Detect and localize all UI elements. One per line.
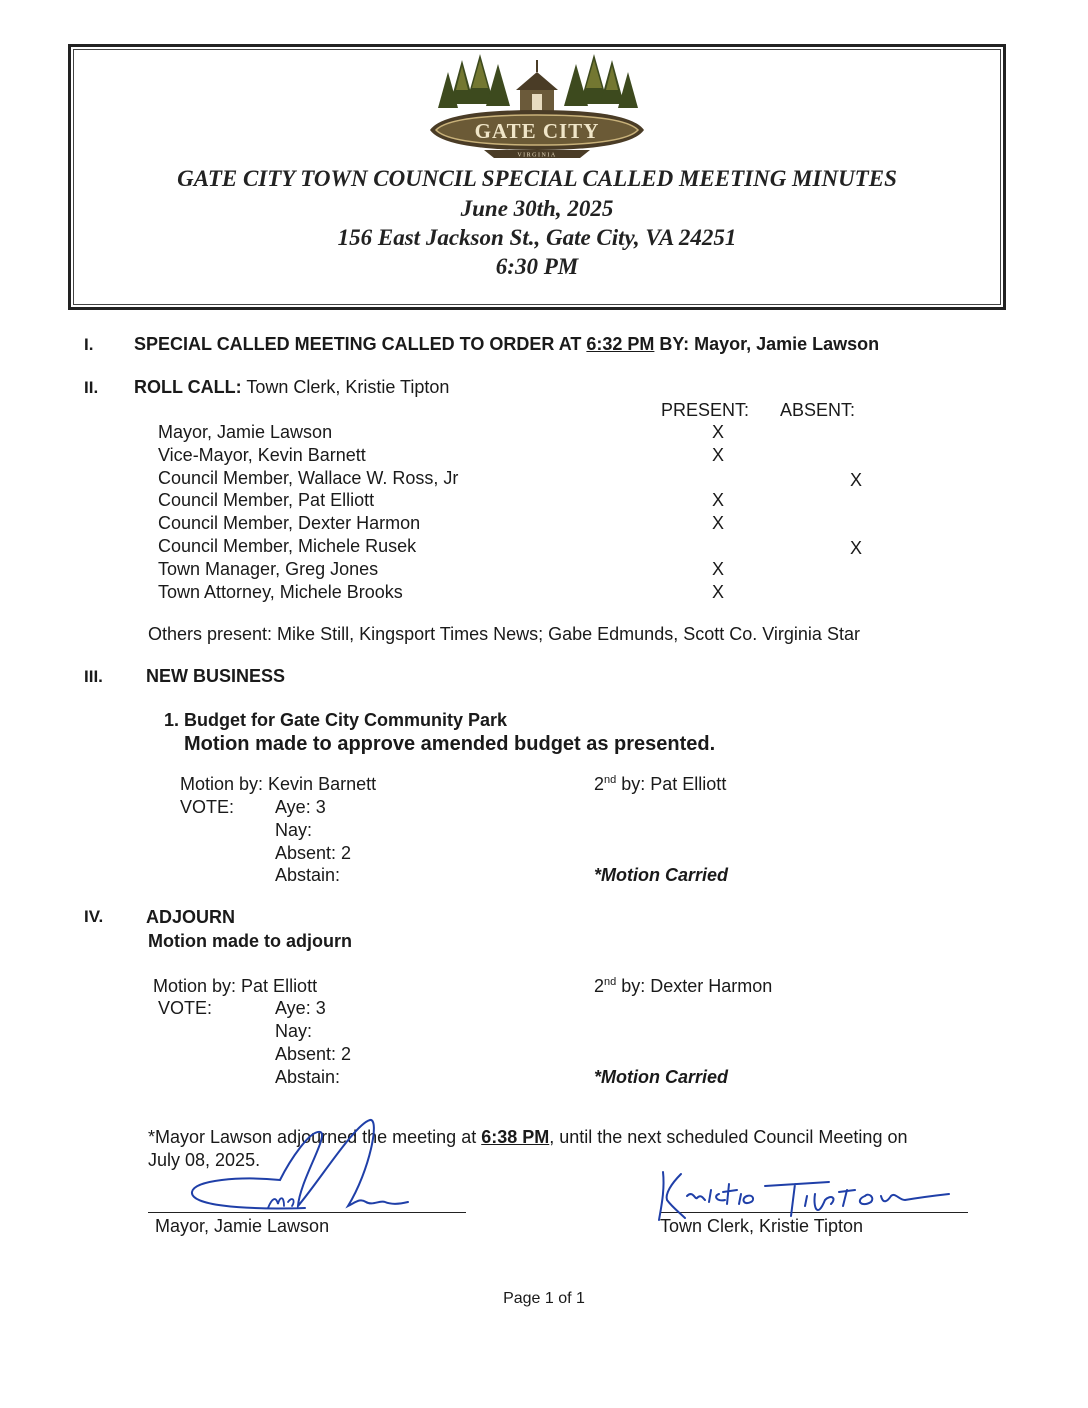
section-3-numeral: III. xyxy=(84,667,103,686)
adjourn-second-ordinal-suffix: nd xyxy=(604,976,617,988)
roll-call-present-mark: X xyxy=(711,422,724,442)
others-present: Others present: Mike Still, Kingsport Times News; Gabe Edmunds, Scott Co. Virginia Star xyxy=(148,624,860,644)
roll-call-absent-mark: X xyxy=(849,469,862,490)
adjourn-motion-by: Motion by: Pat Elliott xyxy=(153,976,318,996)
roll-call-heading xyxy=(134,377,449,398)
vote-nay: Nay: xyxy=(275,820,313,840)
roll-call-member-name: Council Member, Pat Elliott xyxy=(158,490,375,511)
meeting-date: June 30th, 2025 xyxy=(460,196,614,221)
adjourn-vote-absent: Absent: 2 xyxy=(275,1044,352,1064)
absent-column-header: ABSENT: xyxy=(780,400,856,420)
meeting-title: GATE CITY TOWN COUNCIL SPECIAL CALLED MEETING MINUTES xyxy=(177,166,897,191)
page-number: Page 1 of 1 xyxy=(503,1290,585,1307)
meeting-time: 6:30 PM xyxy=(495,254,579,279)
call-to-order-time: 6:32 PM xyxy=(586,334,655,354)
roll-call-member-name: Council Member, Dexter Harmon xyxy=(158,513,421,534)
logo-subtext: VIRGINIA xyxy=(517,152,557,159)
roll-call-member-name: Council Member, Michele Rusek xyxy=(158,536,417,556)
second-name: by: Pat Elliott xyxy=(616,774,727,794)
call-to-order-text: SPECIAL CALLED MEETING CALLED TO ORDER AT xyxy=(134,334,582,354)
adjourn-second-ordinal: 2 xyxy=(594,976,605,996)
seconded-by xyxy=(594,774,726,795)
closing-time: 6:38 PM xyxy=(481,1127,550,1147)
roll-call-present-mark: X xyxy=(711,444,724,465)
budget-motion: Motion made to approve amended budget as presented. xyxy=(184,733,716,755)
roll-call-present-mark: X xyxy=(711,558,724,579)
section-2-numeral: II. xyxy=(84,378,99,397)
agenda-item-title: 1. Budget for Gate City Community Park xyxy=(164,710,508,730)
vote-aye: Aye: 3 xyxy=(275,797,326,817)
next-meeting-date: July 08, 2025. xyxy=(148,1150,261,1170)
roll-call-present-mark: X xyxy=(711,513,724,534)
mayor-signature xyxy=(180,1110,420,1220)
adjourn-motion-result: *Motion Carried xyxy=(594,1067,729,1087)
clerk-signature-label: Town Clerk, Kristie Tipton xyxy=(660,1216,864,1236)
vote-absent: Absent: 2 xyxy=(275,843,352,863)
roll-call-member-name: Town Manager, Greg Jones xyxy=(158,558,379,579)
motion-by: Motion by: Kevin Barnett xyxy=(180,774,377,794)
closing-text: *Mayor Lawson adjourned the meeting at xyxy=(148,1127,477,1147)
present-column-header: PRESENT: xyxy=(661,400,750,420)
roll-call-member-name: Council Member, Wallace W. Ross, Jr xyxy=(158,467,459,488)
adjourn-vote-nay: Nay: xyxy=(275,1021,313,1041)
adjourn-motion: Motion made to adjourn xyxy=(148,931,352,951)
adjourn-seconded-by xyxy=(594,976,772,997)
vote-label: VOTE: xyxy=(180,797,235,817)
second-ordinal: 2 xyxy=(594,774,605,794)
roll-call-label: ROLL CALL: xyxy=(134,377,242,397)
motion-result: *Motion Carried xyxy=(594,865,729,885)
gate-city-logo xyxy=(424,54,650,162)
adjourn-vote-aye: Aye: 3 xyxy=(275,998,326,1018)
meeting-address: 156 East Jackson St., Gate City, VA 24251 xyxy=(337,225,737,250)
roll-call-absent-mark: X xyxy=(849,538,862,558)
adjourn-vote-label: VOTE: xyxy=(158,998,213,1018)
section-4-numeral: IV. xyxy=(84,907,104,926)
roll-call-member-name: Vice-Mayor, Kevin Barnett xyxy=(158,444,366,465)
roll-call-present-mark: X xyxy=(711,490,724,511)
clerk-signature xyxy=(655,1160,955,1230)
logo-text: GATE CITY xyxy=(474,119,600,143)
section-1-numeral: I. xyxy=(84,335,94,354)
adjourn-heading: ADJOURN xyxy=(146,907,236,927)
second-ordinal-suffix: nd xyxy=(604,774,617,786)
mayor-signature-label: Mayor, Jamie Lawson xyxy=(155,1216,330,1236)
vote-abstain: Abstain: xyxy=(275,865,341,885)
new-business-heading: NEW BUSINESS xyxy=(146,666,286,686)
section-1-call-to-order xyxy=(134,334,879,355)
roll-call-present-mark: X xyxy=(711,581,724,602)
call-to-order-by: BY: Mayor, Jamie Lawson xyxy=(659,334,880,354)
adjourn-second-name: by: Dexter Harmon xyxy=(616,976,773,996)
closing-text-cont: , until the next scheduled Council Meeting on xyxy=(549,1127,908,1147)
roll-call-member-name: Mayor, Jamie Lawson xyxy=(158,422,333,442)
adjourn-vote-abstain: Abstain: xyxy=(275,1067,341,1087)
roll-call-member-name: Town Attorney, Michele Brooks xyxy=(158,581,403,602)
roll-call-clerk: Town Clerk, Kristie Tipton xyxy=(246,377,450,397)
